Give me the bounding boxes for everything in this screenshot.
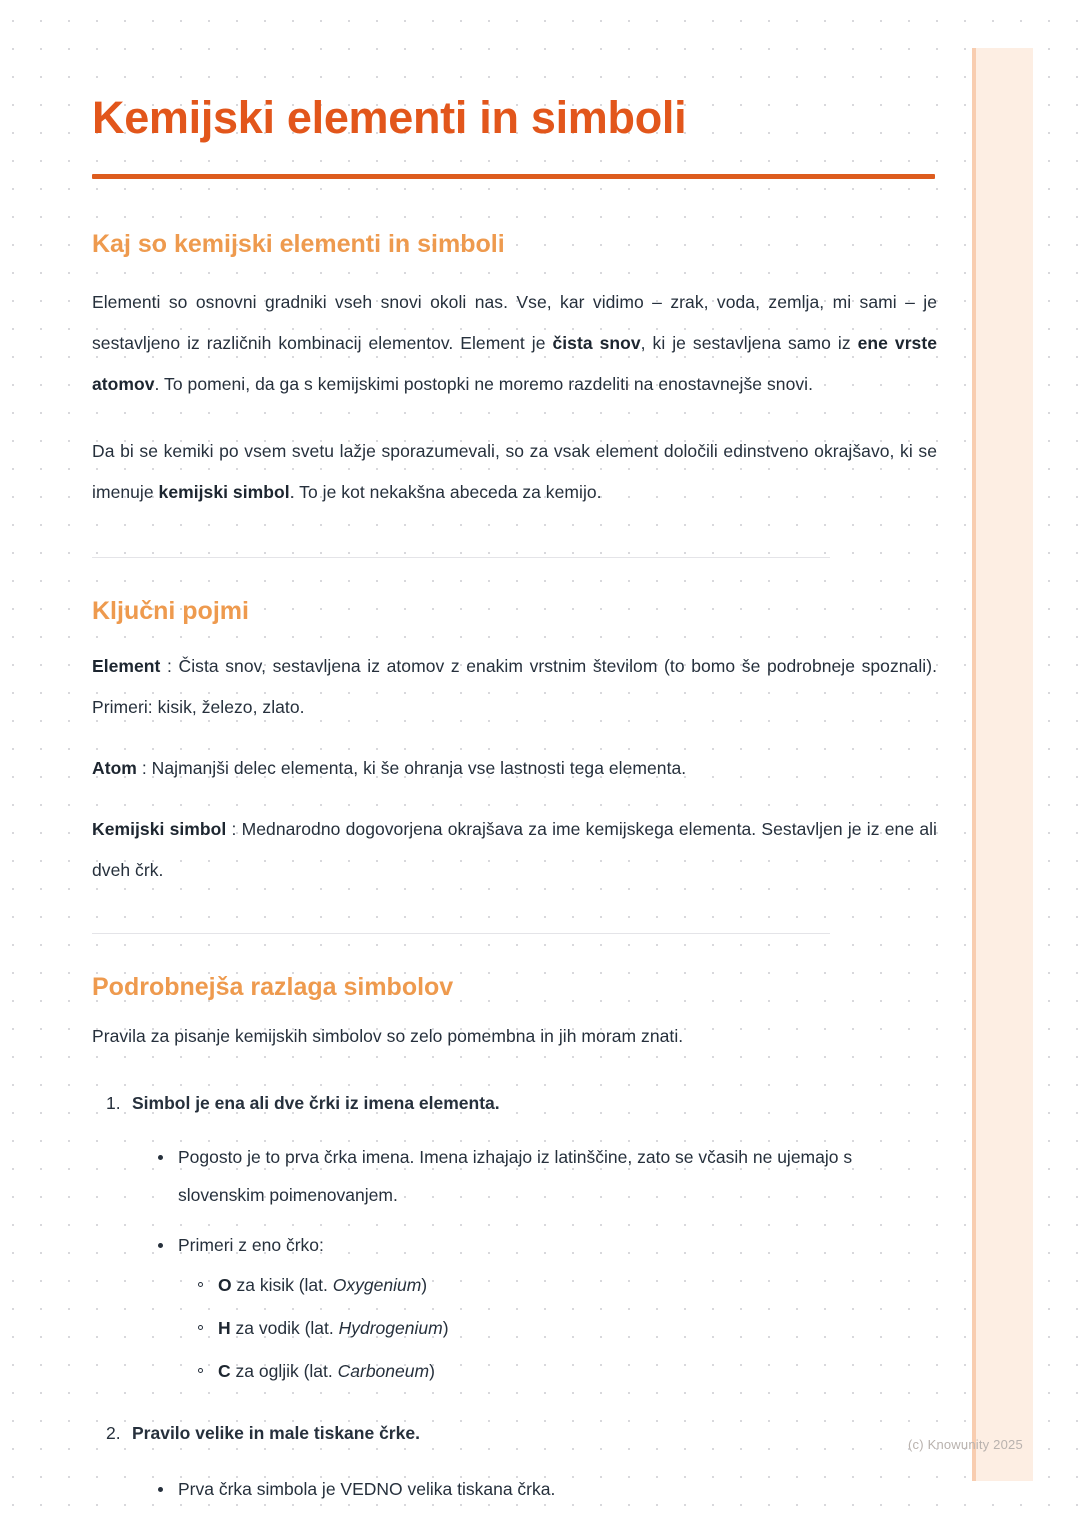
- latin-name: Carboneum: [337, 1360, 430, 1381]
- definition-separator: :: [136, 757, 152, 778]
- rule-1-bullets: [132, 1138, 937, 1393]
- para-text: . To je kot nekakšna abeceda za kemijo.: [289, 481, 602, 502]
- element-symbol: H: [218, 1317, 231, 1338]
- rules-list: [92, 1083, 937, 1508]
- element-description: za vodik (lat.: [230, 1317, 339, 1338]
- para-text: , ki je sestavljena samo iz: [640, 332, 858, 353]
- list-item: [218, 1264, 937, 1307]
- definition-term: Kemijski simbol: [92, 818, 227, 839]
- definition-term: Atom: [92, 757, 137, 778]
- rule-1-examples: [178, 1264, 937, 1393]
- page-side-strip: [972, 48, 1033, 1481]
- section-heading-detailed-explanation: Podrobnejša razlaga simbolov: [92, 972, 454, 1001]
- rule-label: Simbol je ena ali dve črki iz imena elementa.: [132, 1092, 500, 1113]
- paren-close: ): [442, 1317, 449, 1338]
- list-item: Pogosto je to prva črka imena. Imena izhajajo iz latinščine, zato se včasih ne ujemajo s slovenskim poimenovanjem.: [178, 1138, 878, 1214]
- para-text: . To pomeni, da ga s kemijskimi postopki ne moremo razdeliti na enostavnejše snovi.: [154, 373, 813, 394]
- paragraph-symbol-agreement: [92, 431, 937, 513]
- bold-kemijski-simbol: kemijski simbol: [158, 481, 290, 502]
- definition-element: [92, 646, 937, 728]
- document-content: [92, 0, 937, 1508]
- list-item: Prva črka simbola je VEDNO velika tiskana črka.: [178, 1470, 937, 1508]
- latin-name: Oxygenium: [332, 1274, 422, 1295]
- element-symbol: C: [218, 1360, 231, 1381]
- element-description: za kisik (lat.: [231, 1274, 333, 1295]
- section-heading-key-terms: Ključni pojmi: [92, 596, 249, 625]
- rule-2-bullets: [132, 1470, 937, 1508]
- definition-text: Najmanjši delec elementa, ki še ohranja vse lastnosti tega elementa.: [151, 757, 687, 778]
- list-item: Primeri z eno črko:: [178, 1226, 937, 1264]
- para-text: Elementi so osnovni gradniki vseh snovi okoli nas. Vse, kar vidimo – zrak, voda, zemlja, mi sami – je sestavljeno iz različnih kombinacij elementov. Element je: [92, 291, 937, 353]
- definition-separator: :: [160, 655, 179, 676]
- element-description: za ogljik (lat.: [230, 1360, 338, 1381]
- definition-chemical-symbol: [92, 809, 937, 891]
- definition-text: Čista snov, sestavljena iz atomov z enakim vrstnim številom (to bomo še podrobneje spoznali). Primeri: kisik, železo, zlato.: [92, 655, 937, 717]
- definition-atom: [92, 748, 937, 789]
- definition-term: Element: [92, 655, 161, 676]
- paragraph-rules-intro: Pravila za pisanje kemijskih simbolov so zelo pomembna in jih moram znati.: [92, 1025, 684, 1046]
- bold-cista-snov: čista snov: [552, 332, 641, 353]
- latin-name: Hydrogenium: [338, 1317, 443, 1338]
- copyright-watermark: (c) Knowunity 2025: [908, 1437, 1023, 1452]
- definition-separator: :: [226, 818, 242, 839]
- rule-item-1: [132, 1083, 937, 1393]
- page-title: Kemijski elementi in simboli: [92, 92, 687, 143]
- section-heading-intro: Kaj so kemijski elementi in simboli: [92, 229, 505, 258]
- list-item: [218, 1350, 937, 1393]
- list-item: [218, 1307, 937, 1350]
- definition-text: Mednarodno dogovorjena okrajšava za ime kemijskega elementa. Sestavljen je iz ene ali dveh črk.: [92, 818, 937, 880]
- paren-close: ): [429, 1360, 435, 1381]
- rule-label: Pravilo velike in male tiskane črke.: [132, 1422, 420, 1443]
- paren-close: ): [421, 1274, 428, 1295]
- para-text: Da bi se kemiki po vsem svetu lažje sporazumevali, so za vsak element določili edinstveno okrajšavo, ki se imenuje: [92, 440, 937, 502]
- paragraph-elements-definition: [92, 282, 937, 405]
- rule-item-2: [132, 1413, 937, 1508]
- element-symbol: O: [218, 1274, 232, 1295]
- bold-ene-vrste-atomov: ene vrste atomov: [92, 332, 937, 394]
